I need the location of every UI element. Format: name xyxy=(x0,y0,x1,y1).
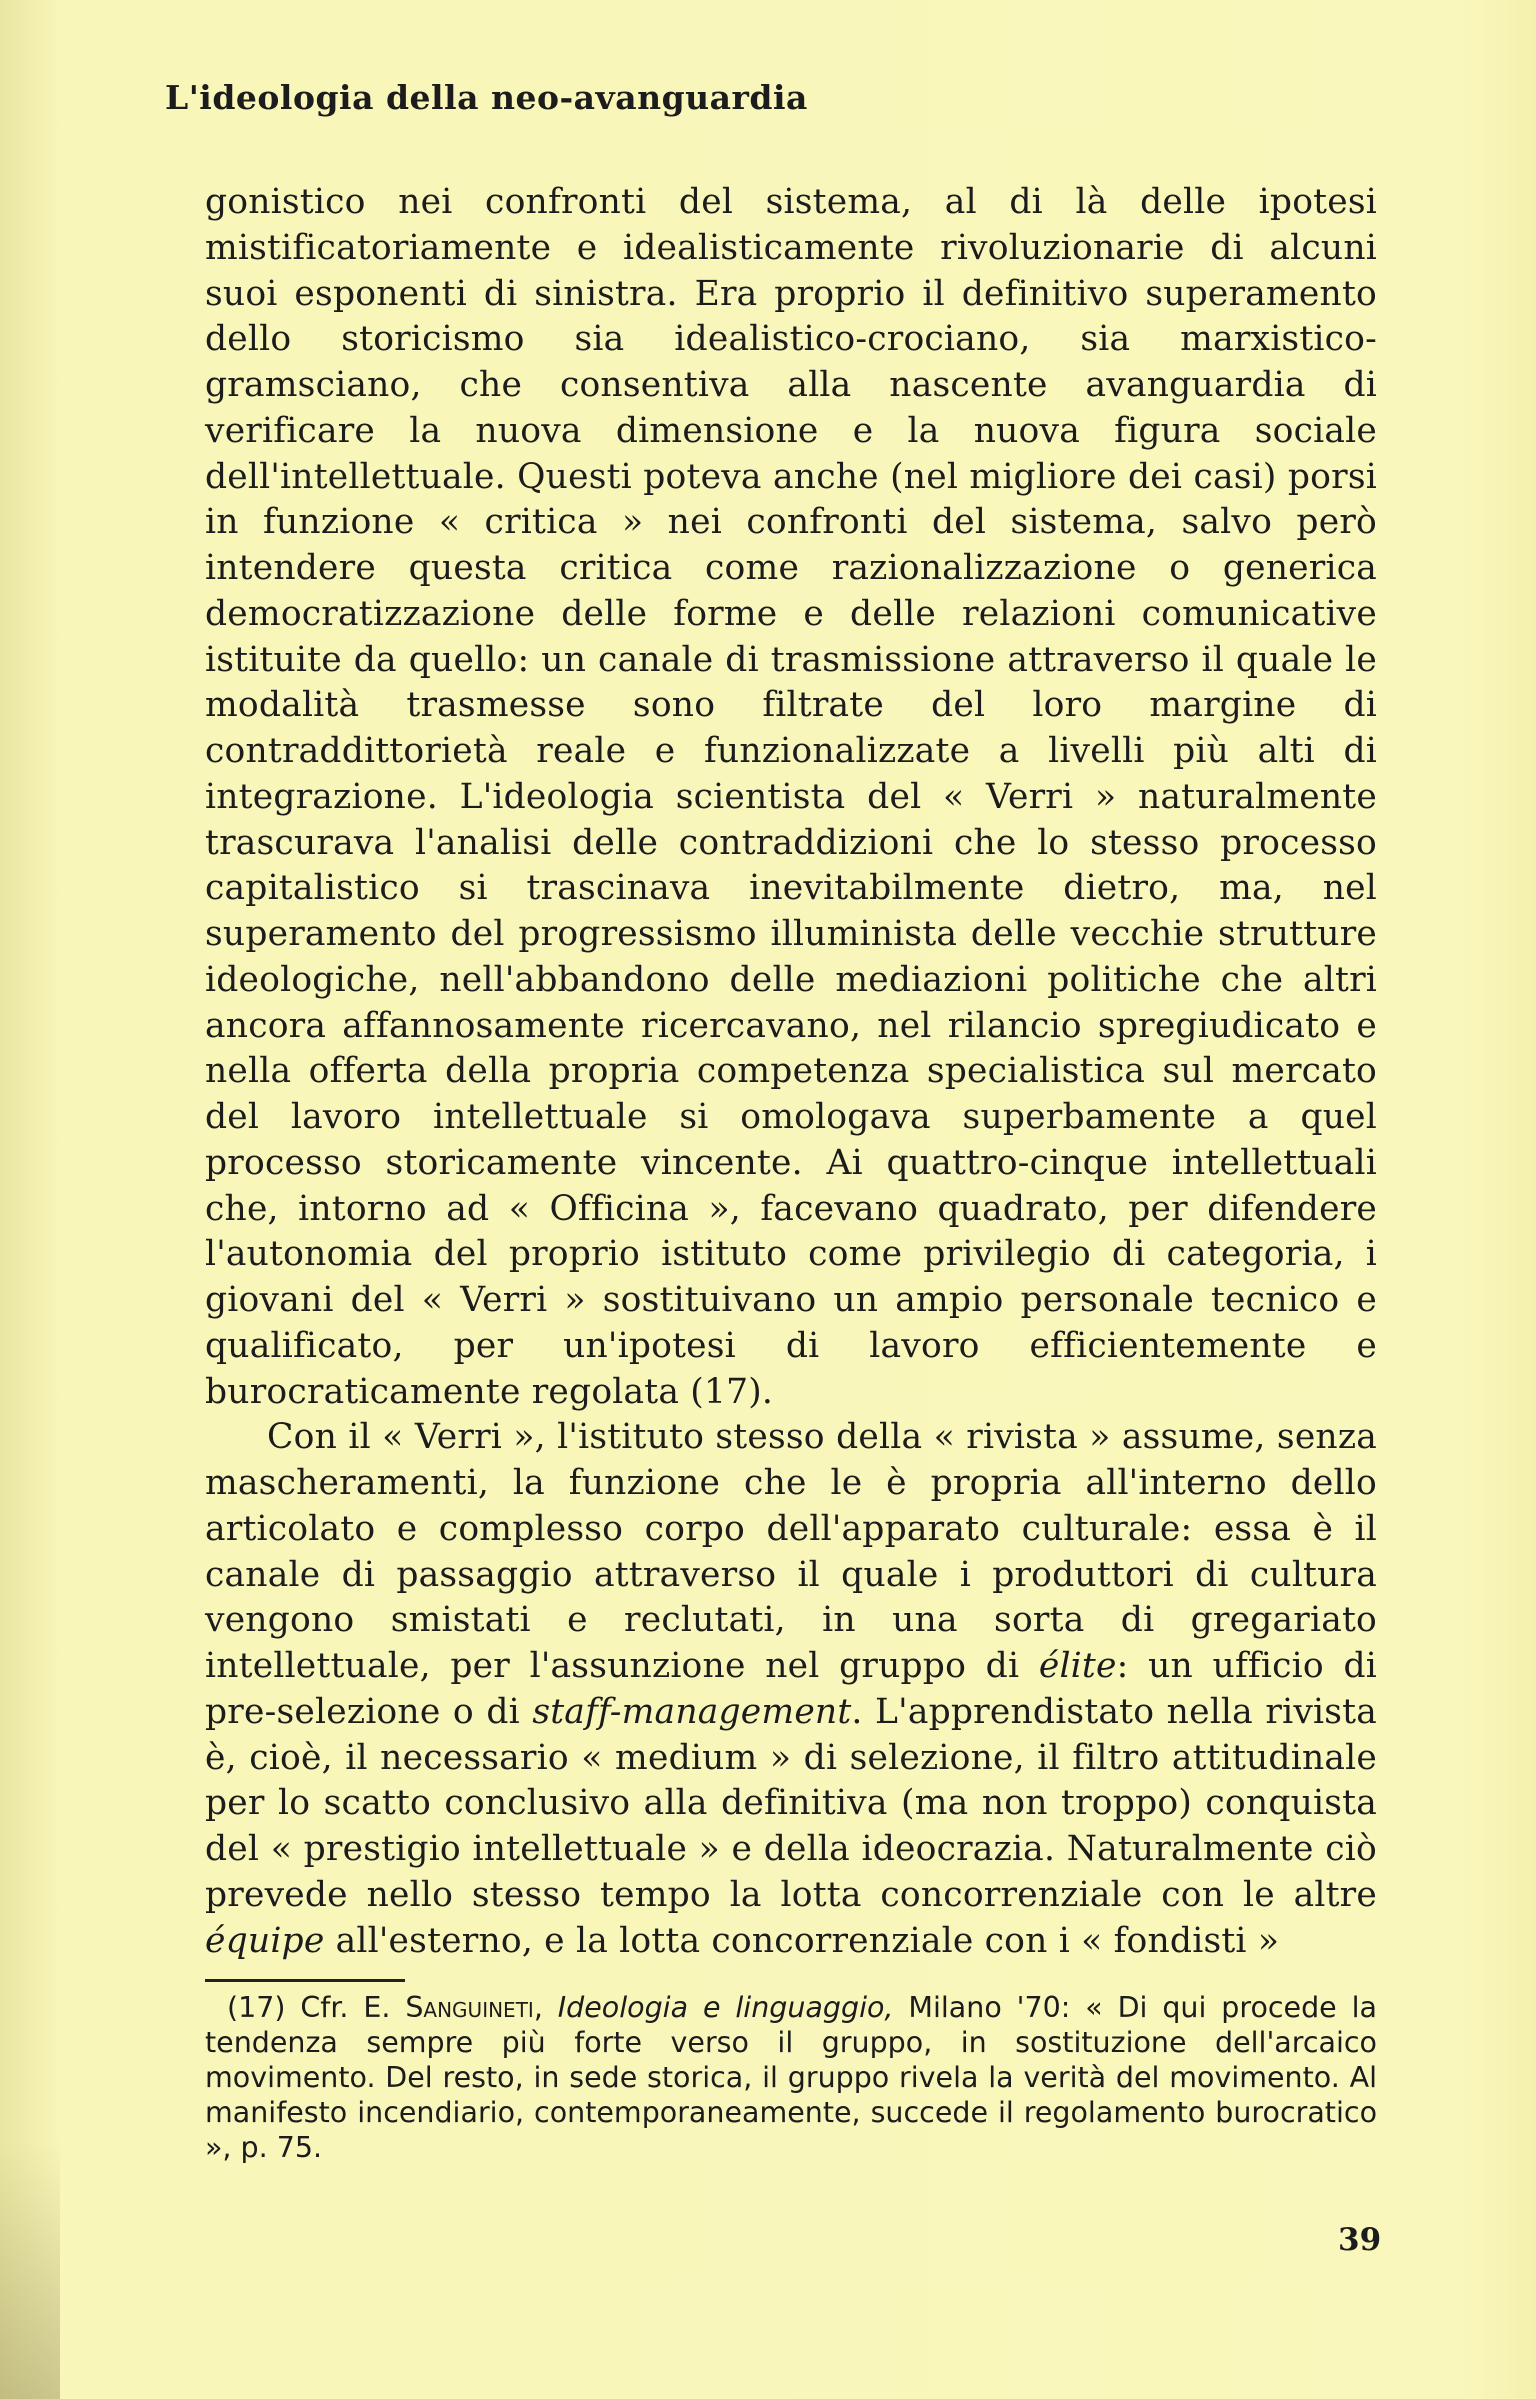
equipe-term: équipe xyxy=(205,1920,325,1961)
paragraph-2-part-1: Con il « Verri », l'istituto stesso della « rivista » assume, senza mascheramenti, la funzione che le è propria all'interno dello articolato e complesso corpo dell'apparato culturale: essa è il canale di passaggio attraverso il quale i produttori di cultura vengono smistati e reclutati, in una sorta di gregariato intellettuale, per l'assunzione nel gruppo di xyxy=(205,1417,1377,1686)
paragraph-2-part-3: . L'apprendistato nella rivista è, cioè, il necessario « medium » di selezione, il filtro attitudinale per lo scatto conclusivo alla definitiva (ma non troppo) conquista del « prestigio intellettuale » e della ideocrazia. Naturalmente ciò prevede nello stesso tempo la lotta concorrenziale con le altre xyxy=(205,1691,1377,1915)
body-text xyxy=(205,180,1377,1964)
footnote-17 xyxy=(205,1990,1377,2165)
paragraph-1: gonistico nei confronti del sistema, al di là delle ipotesi mistificatoriamente e idealisticamente rivoluzionarie di alcuni suoi esponenti di sinistra. Era proprio il definitivo superamento dello storicismo sia idealistico-crociano, sia marxistico-gramsciano, che consentiva alla nascente avanguardia di verificare la nuova dimensione e la nuova figura sociale dell'intellettuale. Questi poteva anche (nel migliore dei casi) porsi in funzione « critica » nei confronti del sistema, salvo però intendere questa critica come razionalizzazione o generica democratizzazione delle forme e delle relazioni comunicative istituite da quello: un canale di trasmissione attraverso il quale le modalità trasmesse sono filtrate del loro margine di contraddittorietà reale e funzionalizzate a livelli più alti di integrazione. L'ideologia scientista del « Verri » naturalmente trascurava l'analisi delle contraddizioni che lo stesso processo capitalistico si trascinava inevitabilmente dietro, ma, nel superamento del progressismo illuminista delle vecchie strutture ideologiche, nell'abbandono delle mediazioni politiche che altri ancora affannosamente ricercavano, nel rilancio spregiudicato e nella offerta della propria competenza specialistica sul mercato del lavoro intellettuale si omologava superbamente a quel processo storicamente vincente. Ai quattro-cinque intellettuali che, intorno ad « Officina », facevano quadrato, per difendere l'autonomia del proprio istituto come privilegio di categoria, i giovani del « Verri » sostituivano un ampio personale tecnico e qualificato, per un'ipotesi di lavoro efficientemente e burocraticamente regolata (17). xyxy=(205,182,1377,1412)
page-number: 39 xyxy=(1338,2222,1382,2258)
paragraph-2-part-4: all'esterno, e la lotta concorrenziale con i « fondisti » xyxy=(324,1920,1280,1961)
footnote-text: Milano '70: « Di qui procede la tendenza sempre più forte verso il gruppo, in sostituzione dell'arcaico movimento. Del resto, in sede storica, il gruppo rivela la verità del movimento. Al manifesto incendiario, contemporaneamente, succede il regolamento burocratico », p. 75. xyxy=(205,1991,1377,2164)
elite-term: élite xyxy=(1038,1646,1117,1686)
staff-management-term: staff-management xyxy=(532,1691,852,1732)
paragraph-2 xyxy=(205,1415,1377,1964)
paragraph-2-part-2: : un ufficio di pre-selezione o di xyxy=(205,1646,1378,1732)
running-head: L'ideologia della neo-avanguardia xyxy=(165,78,808,117)
footnote-prefix: (17) Cfr. E. xyxy=(227,1991,406,2024)
page-edge-shadow xyxy=(0,2139,60,2399)
footnote-rule xyxy=(205,1979,405,1982)
footnote xyxy=(205,1990,1377,2165)
footnote-comma: , xyxy=(533,1991,558,2024)
footnote-work-title: Ideologia e linguaggio, xyxy=(557,1991,894,2024)
footnote-author: Sanguineti xyxy=(405,1991,534,2024)
